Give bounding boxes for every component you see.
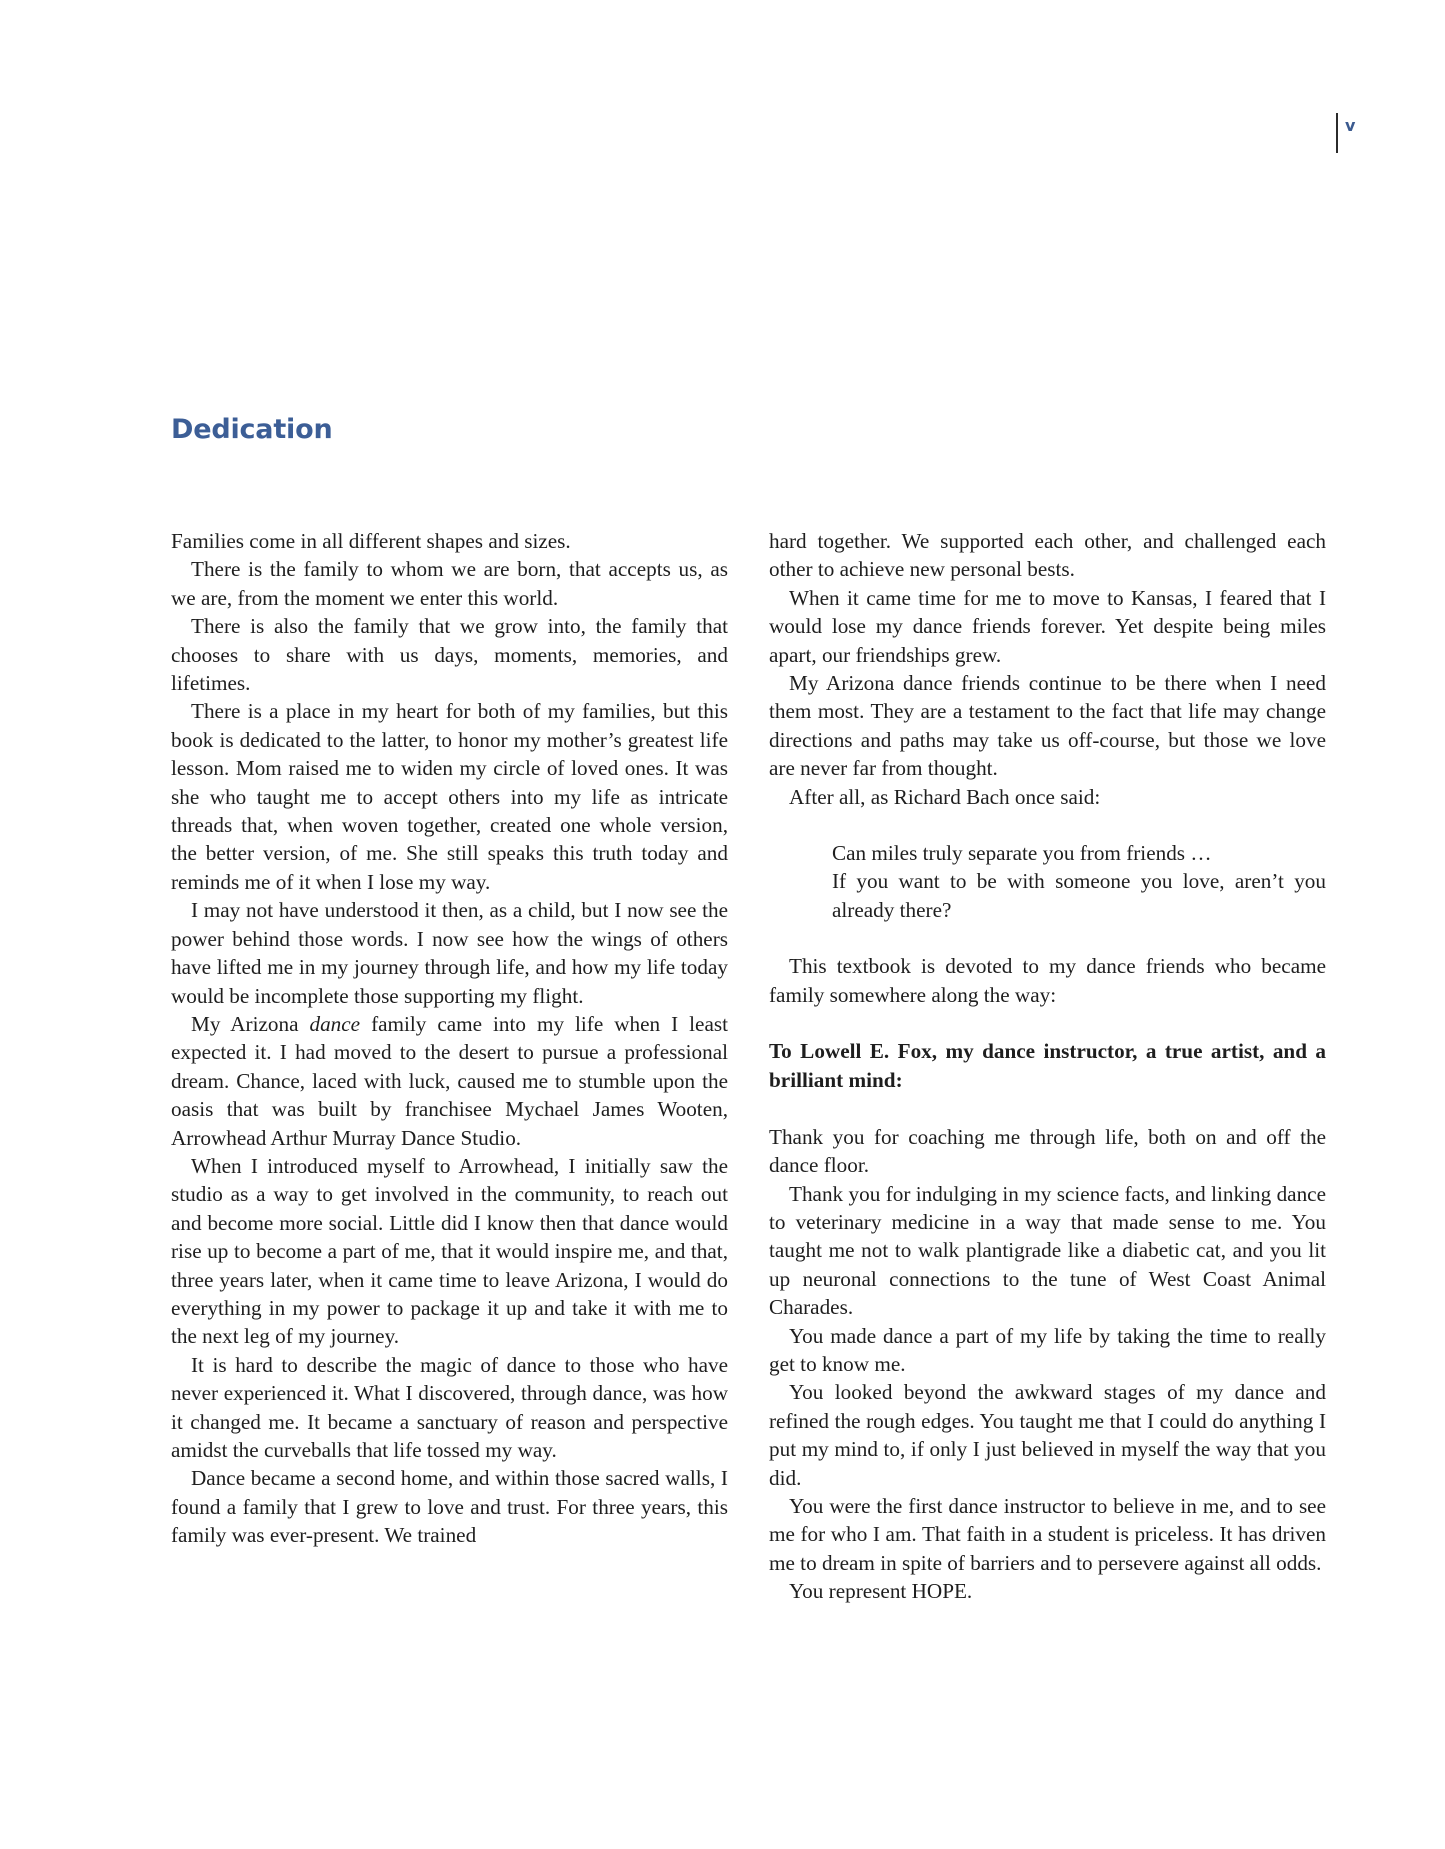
paragraph: Thank you for indulging in my science facts, and linking dance to veterinary medicine in a way that made sense to me. You taught me not to walk plantigrade like a diabetic cat, and you lit up neuronal connections to the tune of West Coast Animal Charades. <box>769 1181 1326 1320</box>
paragraph: You represent HOPE. <box>789 1579 973 1604</box>
folio-rule <box>1336 113 1338 153</box>
right-column <box>769 527 1326 1606</box>
paragraph: Dance became a second home, and within those sacred walls, I found a family that I grew to love and trust. For three years, this family was ever-present. We trained <box>171 1466 728 1548</box>
paragraph: You were the first dance instructor to believe in me, and to see me for who I am. That faith in a student is priceless. It has driven me to dream in spite of barriers and to persevere against all odds. <box>769 1493 1326 1575</box>
paragraph: There is a place in my heart for both of my families, but this book is dedicated to the latter, to honor my mother’s greatest life lesson. Mom raised me to widen my circle of loved ones. It was she who taught me to accept others into my life as intricate threads that, when woven together, created one whole version, the better version, of me. She still speaks this truth today and reminds me of it when I lose my way. <box>171 699 728 894</box>
page-number: v <box>1345 116 1356 135</box>
text-run: family came into my life when I least expected it. I had moved to the desert to pursue a professional dream. Chance, laced with luck, caused me to stumble upon the oasis that was built by franchisee Mychael James Wooten, Arrowhead Arthur Murray Dance Studio. <box>171 1011 728 1150</box>
paragraph: There is also the family that we grow into, the family that chooses to share with us days, moments, memories, and lifetimes. <box>171 614 728 696</box>
emphasis: dance <box>309 1011 361 1036</box>
paragraph: Families come in all different shapes and sizes. <box>171 529 571 553</box>
quote-line: If you want to be with someone you love, aren’t you already there? <box>832 869 1326 922</box>
paragraph: You made dance a part of my life by taking the time to really get to know me. <box>769 1323 1326 1376</box>
paragraph: hard together. We supported each other, and challenged each other to achieve new personal bests. <box>769 529 1326 582</box>
quote-line: Can miles truly separate you from friends … <box>832 841 1212 866</box>
page-title: Dedication <box>171 414 333 445</box>
paragraph: It is hard to describe the magic of dance to those who have never experienced it. What I discovered, through dance, was how it changed me. It became a sanctuary of reason and perspective amidst the curveballs that life tossed my way. <box>171 1352 728 1462</box>
paragraph: When it came time for me to move to Kansas, I feared that I would lose my dance friends forever. Yet despite being miles apart, our friendships grew. <box>769 585 1326 667</box>
paragraph: Thank you for coaching me through life, both on and off the dance floor. <box>769 1124 1326 1178</box>
paragraph: When I introduced myself to Arrowhead, I initially saw the studio as a way to get involved in the community, to reach out and become more social. Little did I know then that dance would rise up to become a part of me, that it would inspire me, and that, three years later, when it came time to leave Arizona, I would do everything in my power to package it up and take it with me to the next leg of my journey. <box>171 1153 728 1349</box>
dedication-heading: To Lowell E. Fox, my dance instructor, a true artist, and a brilliant mind: <box>769 1039 1326 1092</box>
paragraph: After all, as Richard Bach once said: <box>789 784 1101 809</box>
paragraph: There is the family to whom we are born, that accepts us, as we are, from the moment we enter this world. <box>171 557 728 610</box>
paragraph: I may not have understood it then, as a child, but I now see the power behind those words. I now see how the wings of others have lifted me in my journey through life, and how my life today would be incomplete those supporting my flight. <box>171 898 728 1008</box>
paragraph: This textbook is devoted to my dance friends who became family somewhere along the way: <box>769 954 1326 1007</box>
paragraph <box>171 1010 728 1152</box>
block-quote <box>832 839 1326 924</box>
text-run: My Arizona <box>191 1011 310 1036</box>
left-column <box>171 527 728 1550</box>
paragraph: You looked beyond the awkward stages of my dance and refined the rough edges. You taught me that I could do anything I put my mind to, if only I just believed in myself the way that you did. <box>769 1380 1326 1490</box>
paragraph: My Arizona dance friends continue to be there when I need them most. They are a testament to the fact that life may change directions and paths may take us off-course, but those we love are never far from thought. <box>769 671 1326 781</box>
